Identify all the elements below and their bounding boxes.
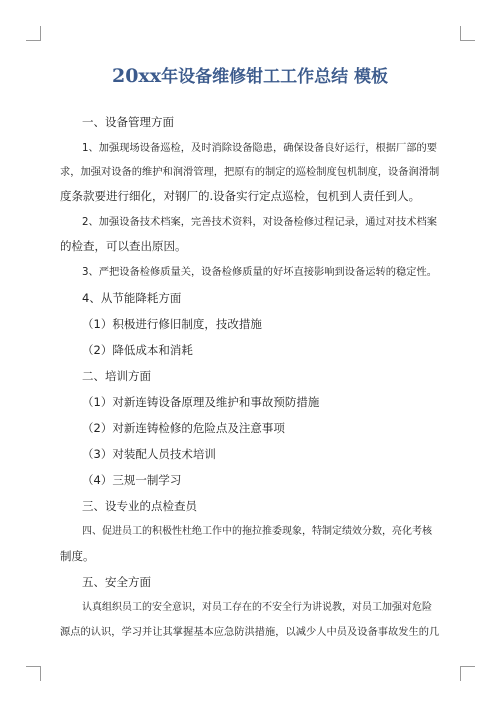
list-item: （4）三规一制学习 (82, 473, 182, 487)
paragraph-line: 2、加强设备技术档案，完善技术资料，对设备检修过程记录，通过对技术档案 (82, 216, 438, 228)
section-heading: 五、安全方面 (82, 575, 151, 589)
section-heading: 一、设备管理方面 (82, 115, 174, 129)
paragraph-line: 源点的认识，学习并让其掌握基本应急防洪措施，以减少人中员及设备事故发生的几 (60, 626, 440, 638)
title-number: 20xx (111, 65, 162, 87)
list-item: （2）对新连铸检修的危险点及注意事项 (82, 421, 285, 435)
list-item: （1）积极进行修旧制度，技改措施 (82, 317, 262, 331)
document-title (0, 62, 500, 87)
paragraph-line: 的检查，可以查出原因。 (60, 239, 187, 253)
list-item: （2）降低成本和消耗 (82, 343, 193, 357)
crop-mark-bottom-left (26, 666, 41, 681)
paragraph-line: 制度。 (60, 549, 95, 563)
section-heading: 三、设专业的点检查员 (82, 499, 197, 513)
crop-mark-bottom-right (460, 666, 475, 681)
paragraph-line: 度条款要进行细化，对钢厂的.设备实行定点巡检，包机到人责任到人。 (60, 189, 421, 203)
paragraph-line: 求，加强对设备的维护和润滑管理，把原有的制定的巡检制度包机制度，设备润滑制 (60, 166, 440, 178)
section-heading: 二、培训方面 (82, 369, 151, 383)
crop-mark-top-left (26, 26, 41, 41)
paragraph-line: 四、促进员工的积极性杜绝工作中的拖拉推委现象，特制定绩效分数，亮化考核 (82, 526, 432, 537)
title-text: 年设备维修钳工工作总结 模板 (161, 67, 389, 87)
paragraph-line: 1、加强现场设备巡检，及时消除设备隐患，确保设备良好运行，根据厂部的要 (82, 142, 438, 154)
list-item: （3）对装配人员技术培训 (82, 447, 216, 461)
crop-mark-top-right (460, 26, 475, 41)
section-heading: 4、从节能降耗方面 (82, 291, 182, 305)
paragraph-line: 认真组织员工的安全意识，对员工存在的不安全行为讲说教，对员工加强对危险 (82, 602, 432, 613)
paragraph-line: 3、严把设备检修质量关，设备检修质量的好坏直接影响到设备运转的稳定性。 (82, 266, 438, 278)
list-item: （1）对新连铸设备原理及维护和事故预防措施 (82, 395, 320, 409)
